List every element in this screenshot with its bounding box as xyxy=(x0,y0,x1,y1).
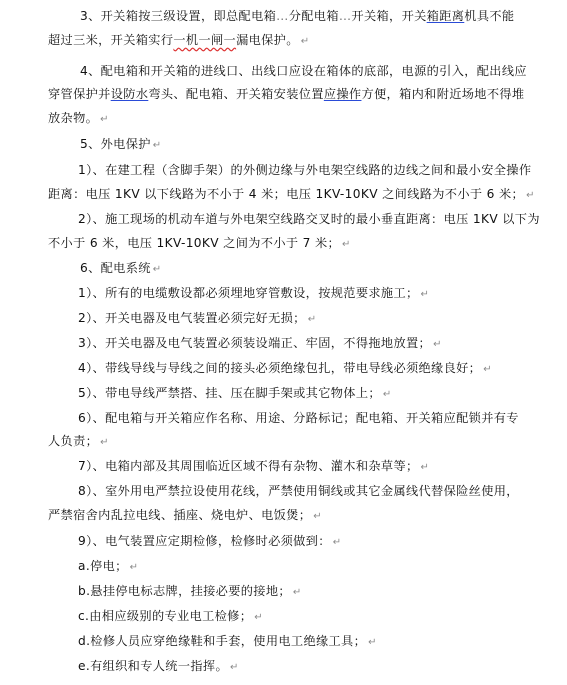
paragraph-mark-icon: ↵ xyxy=(307,314,317,325)
text-run: 8）、室外用电严禁拉设使用花线，严禁使用铜线或其它金属线代替保险丝使用， xyxy=(78,484,519,498)
paragraph-mark-icon: ↵ xyxy=(332,537,342,548)
text-line xyxy=(78,583,558,601)
paragraph-mark-icon: ↵ xyxy=(292,587,302,598)
paragraph-mark-icon: ↵ xyxy=(382,389,392,400)
paragraph-mark-icon: ↵ xyxy=(420,289,430,300)
text-line xyxy=(48,507,563,525)
text-line xyxy=(78,162,558,178)
text-line xyxy=(78,658,558,676)
text-run: 开关箱，开关 xyxy=(351,9,427,23)
paragraph-mark-icon: ↵ xyxy=(420,462,430,473)
text-run: d.检修人员应穿绝缘鞋和手套，使用电工绝缘工具； xyxy=(78,634,367,648)
paragraph-mark-icon: ↵ xyxy=(342,239,351,250)
text-line xyxy=(78,458,558,476)
text-line xyxy=(48,110,563,128)
text-line xyxy=(48,86,563,102)
text-run: 1）、所有的电缆敷设都必须埋地穿管敷设，按规范要求施工； xyxy=(78,286,419,300)
text-run: 人负责； xyxy=(48,434,99,448)
text-line xyxy=(78,335,558,353)
text-run: 7）、电箱内部及其周围临近区域不得有杂物、灌木和杂草等； xyxy=(78,459,419,473)
text-line xyxy=(80,136,560,154)
paragraph-mark-icon: ↵ xyxy=(129,562,139,573)
paragraph-mark-icon: ↵ xyxy=(152,140,162,151)
paragraph-mark-icon: ↵ xyxy=(368,637,377,648)
paragraph-mark-icon: ↵ xyxy=(526,190,535,201)
text-line xyxy=(80,260,560,278)
text-line xyxy=(80,8,560,24)
text-line xyxy=(78,385,558,403)
text-line xyxy=(78,633,558,651)
text-run: c.由相应级别的专业电工检修； xyxy=(78,609,253,623)
text-run: 6）、配电箱与开关箱应作名称、用途、分路标记；配电箱、开关箱应配锁并有专 xyxy=(78,411,519,425)
underlined-text: 应操作 xyxy=(323,87,362,101)
text-line xyxy=(78,285,558,303)
text-run: 5、外电保护 xyxy=(80,137,151,151)
paragraph-mark-icon: ↵ xyxy=(254,612,263,623)
text-run: 4）、带线导线与导线之间的接头必须绝缘包扎，带电导线必须绝缘良好； xyxy=(78,361,482,375)
text-run: 5）、带电导线严禁搭、挂、压在脚手架或其它物体上； xyxy=(78,386,381,400)
spellcheck-text: 一机一闸一 xyxy=(173,33,237,47)
paragraph-mark-icon: ↵ xyxy=(313,511,323,522)
text-run: 9）、电气装置应定期检修，检修时必须做到： xyxy=(78,534,331,548)
text-run: 放杂物。 xyxy=(48,111,99,125)
text-line xyxy=(48,235,563,253)
text-run: 6、配电系统 xyxy=(80,261,151,275)
text-run: 1）、在建工程（含脚手架）的外侧边缘与外电架空线路的边线之间和最小安全操作 xyxy=(78,163,532,177)
text-run: 2）、开关电器及电气装置必须完好无损； xyxy=(78,311,306,325)
paragraph-mark-icon: ↵ xyxy=(100,114,109,125)
text-run: 严禁宿舍内乱拉电线、插座、烧电炉、电饭煲； xyxy=(48,508,312,522)
underlined-text: 箱距离 xyxy=(426,9,465,23)
text-run: b.悬挂停电标志牌，挂接必要的接地； xyxy=(78,584,291,598)
text-run: 弯头、配电箱、开关箱安装位置 xyxy=(148,87,324,101)
text-line xyxy=(78,211,558,227)
text-run: 漏电保护。 xyxy=(236,33,299,47)
text-line xyxy=(78,608,558,626)
text-run: … xyxy=(276,9,289,23)
paragraph-mark-icon: ↵ xyxy=(152,264,162,275)
text-line xyxy=(48,186,563,204)
text-run: 距离：电压 1KV 以下线路为不小于 4 米；电压 1KV-10KV 之间线路为不小于 6 米； xyxy=(48,187,525,201)
text-line xyxy=(78,360,558,378)
paragraph-mark-icon: ↵ xyxy=(100,437,109,448)
text-run: e.有组织和专人统一指挥。 xyxy=(78,659,228,673)
text-line xyxy=(78,483,558,499)
text-run: 超过三米，开关箱实行 xyxy=(48,33,174,47)
text-line xyxy=(48,32,563,50)
text-line xyxy=(78,533,558,551)
paragraph-mark-icon: ↵ xyxy=(300,36,310,47)
text-run: 3、开关箱按三级设置，即总配电箱 xyxy=(80,9,277,23)
paragraph-mark-icon: ↵ xyxy=(230,662,239,673)
underlined-text: 设防水 xyxy=(110,87,149,101)
text-run: 3）、开关电器及电气装置必须装设端正、牢固，不得拖地放置； xyxy=(78,336,432,350)
text-run: 分配电箱 xyxy=(288,9,339,23)
text-run: a.停电； xyxy=(78,559,128,573)
text-run: … xyxy=(338,9,352,23)
text-line xyxy=(48,433,563,451)
text-run: 机具不能 xyxy=(464,9,515,23)
text-line xyxy=(80,63,560,79)
text-line xyxy=(78,410,558,426)
text-run: 方便，箱内和附近场地不得堆 xyxy=(361,87,525,101)
text-run: 不小于 6 米，电压 1KV-10KV 之间为不小于 7 米； xyxy=(48,236,341,250)
text-run: 4、配电箱和开关箱的进线口、出线口应设在箱体的底部，电源的引入，配出线应 xyxy=(80,64,527,78)
text-run: 穿管保护并 xyxy=(48,87,111,101)
paragraph-mark-icon: ↵ xyxy=(483,364,492,375)
text-run: 2）、施工现场的机动车道与外电架空线路交叉时的最小垂直距离：电压 1KV 以下为 xyxy=(78,212,540,226)
paragraph-mark-icon: ↵ xyxy=(433,339,442,350)
text-line xyxy=(78,558,558,576)
text-line xyxy=(78,310,558,328)
